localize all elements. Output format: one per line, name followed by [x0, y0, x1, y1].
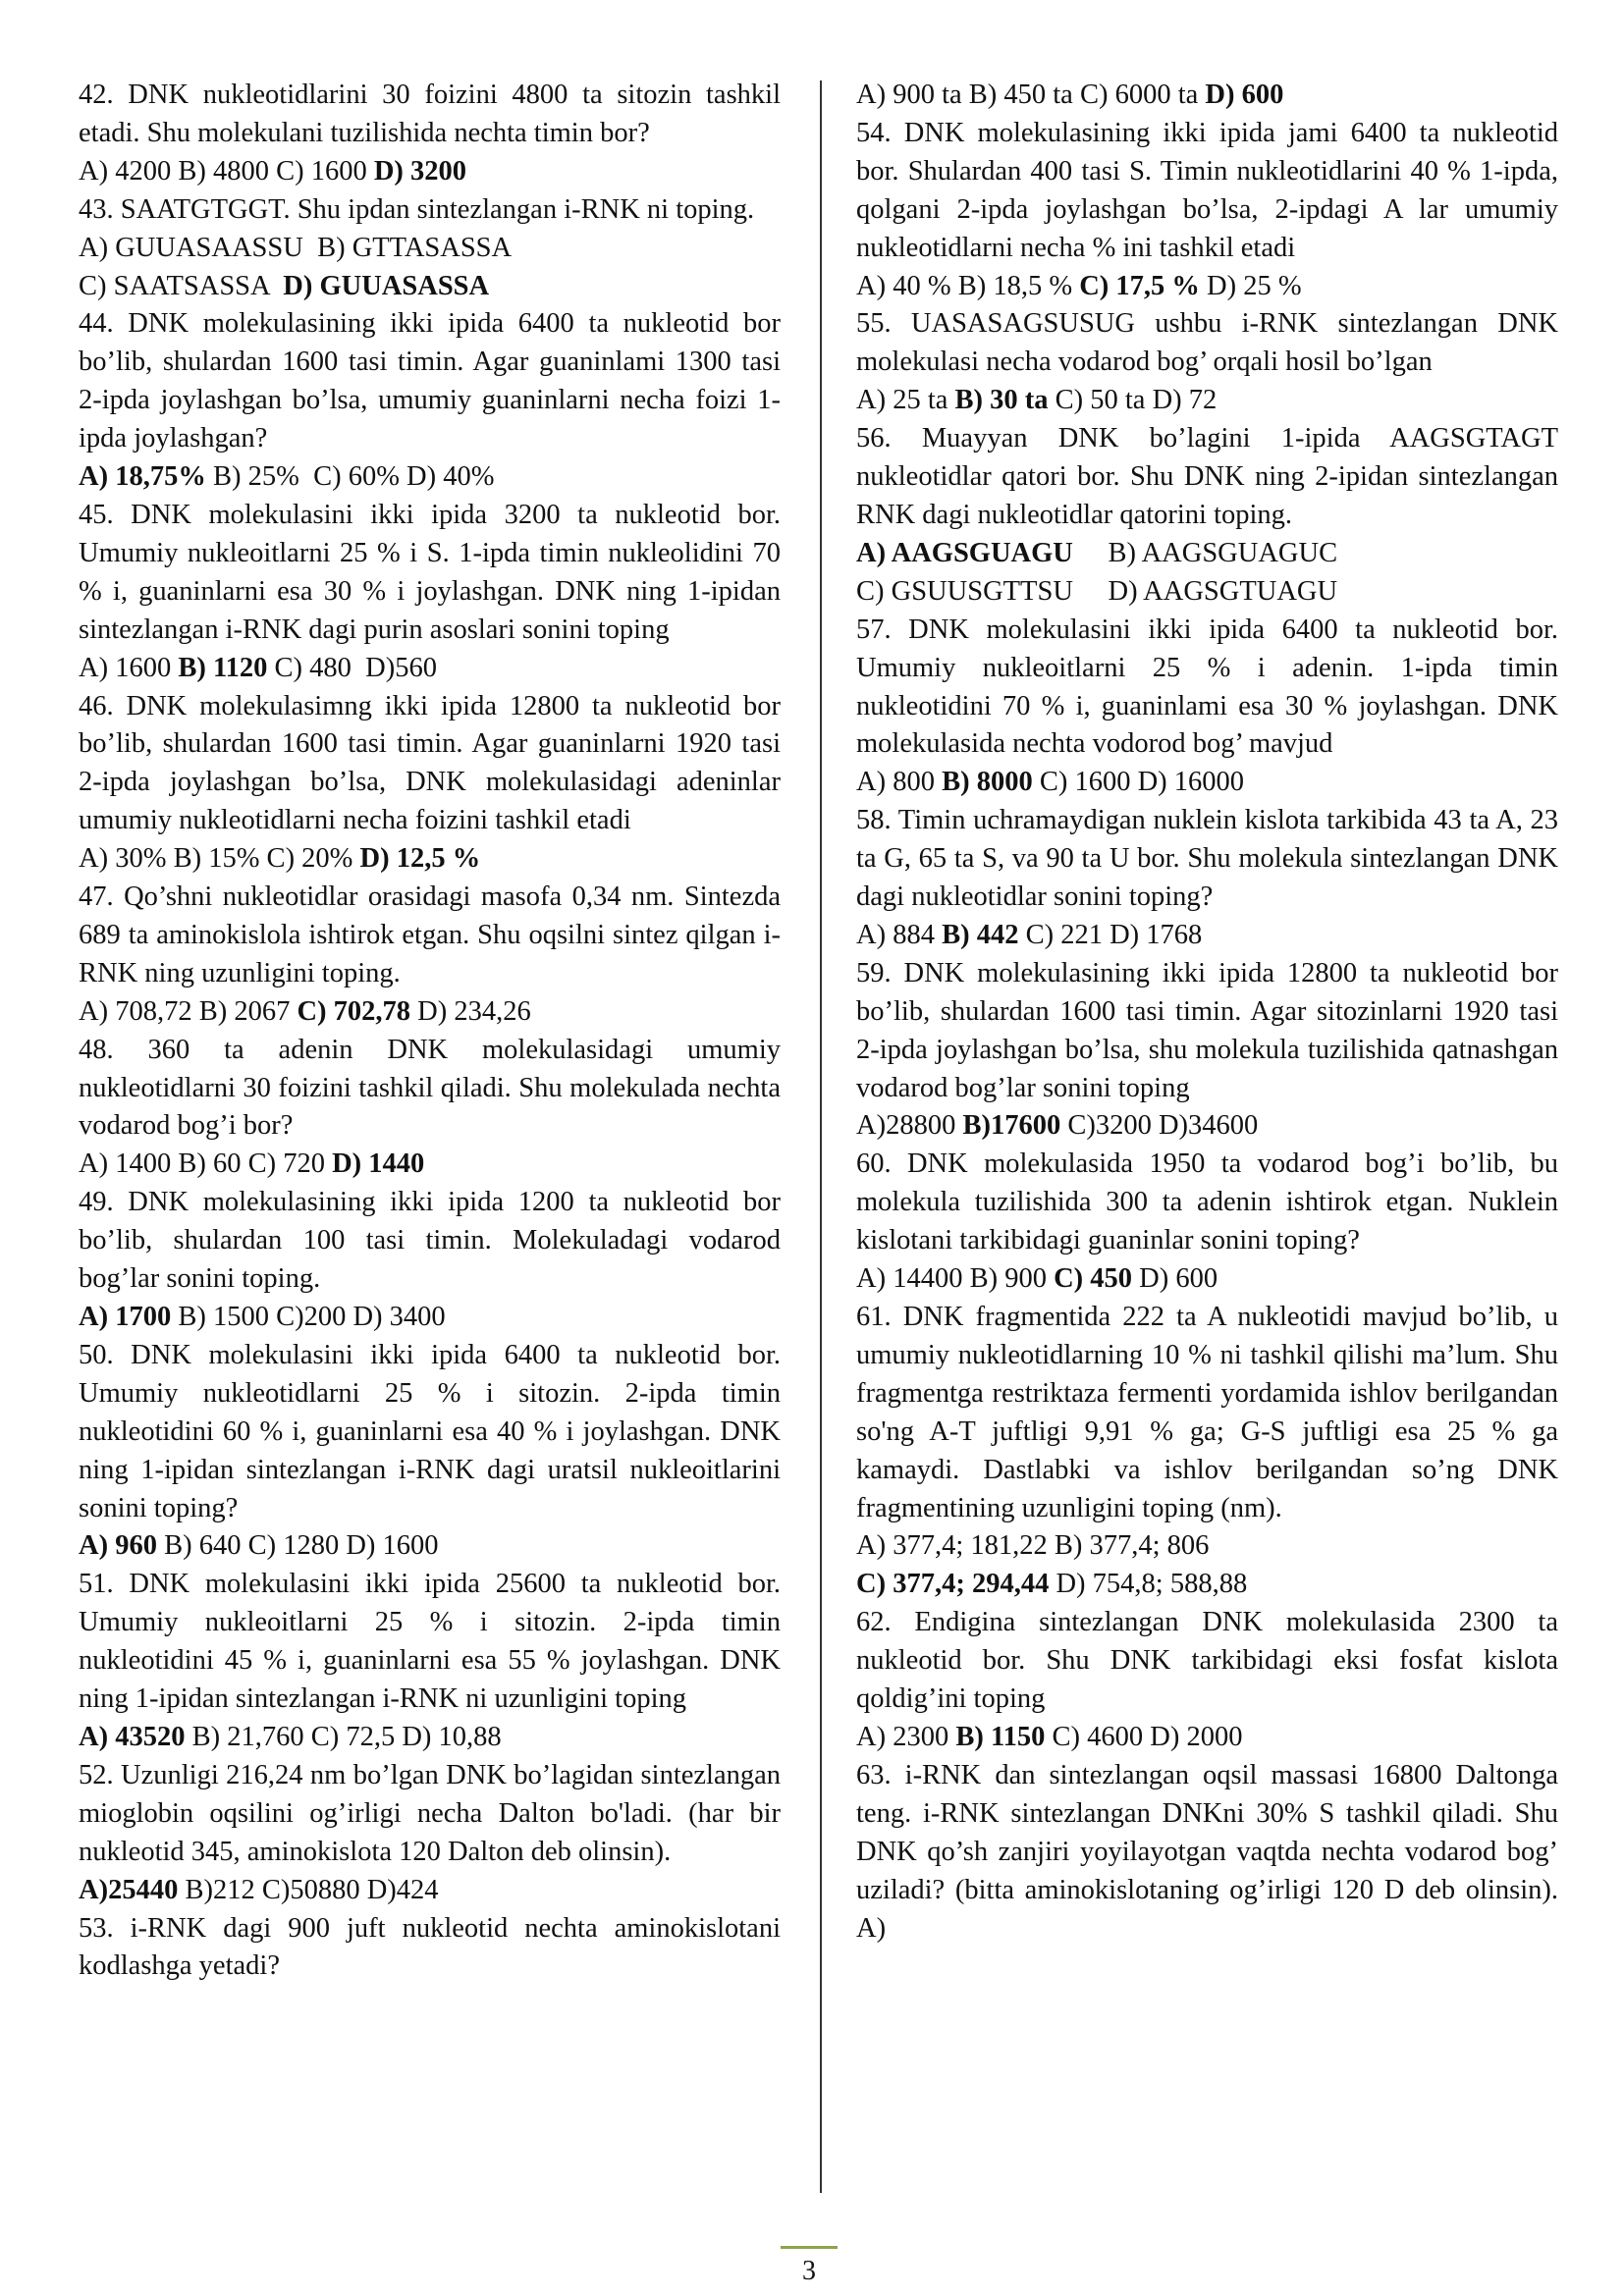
right-column: [856, 77, 1558, 1948]
column-divider: [820, 80, 822, 2193]
answer-options: [79, 650, 781, 688]
question-block: [79, 305, 781, 497]
answer-option-text: A) 708,72 B) 2067: [79, 995, 298, 1027]
question-block: [856, 77, 1558, 115]
question-text: 56. Muayyan DNK bo’lagini 1-ipida AAGSGTAGT nukleotidlar qatori bor. Shu DNK ning 2-ipidan sintezlangan RNK dagi nukleotidlar qatorini toping.: [856, 423, 1558, 530]
question-block: [79, 1566, 781, 1757]
correct-answer: D) 12,5 %: [359, 843, 481, 875]
question-block: [856, 612, 1558, 803]
answer-option-text: D) 600: [1132, 1263, 1218, 1295]
answer-option-text: A) 14400 B) 900: [856, 1263, 1055, 1295]
question-block: [856, 305, 1558, 420]
answer-option-text: C) 4600 D) 2000: [1045, 1721, 1243, 1752]
question-text: 59. DNK molekulasining ikki ipida 12800 ta nukleotid bor bo’lib, shulardan 1600 tasi timin. Agar sitozinlarni 1920 tasi 2-ipda joylashgan bo’lsa, shu molekula tuzilishida qatnashgan vodarod bog’lar sonini toping: [856, 957, 1558, 1103]
question-text: 55. UASASAGSUSUG ushbu i-RNK sintezlangan DNK molekulasi necha vodarod bog’ orqali hosil bo’lgan: [856, 308, 1558, 378]
question-block: [856, 1299, 1558, 1604]
answer-options: [79, 840, 781, 879]
answer-option-text: B) 25% C) 60% D) 40%: [205, 461, 495, 493]
answer-option-text: A) 25 ta: [856, 385, 955, 416]
page-number: 3: [802, 2256, 816, 2286]
question-text: 58. Timin uchramaydigan nuklein kislota tarkibida 43 ta A, 23 ta G, 65 ta S, va 90 ta U bor. Shu molekula sintezlangan DNK dagi nukleotidlar sonini toping?: [856, 805, 1558, 913]
correct-answer: D) GUUASASSA: [283, 270, 490, 301]
correct-answer: C) 377,4; 294,44: [856, 1569, 1050, 1600]
correct-answer: C) 702,78: [297, 995, 411, 1027]
answer-option-text: B) 640 C) 1280 D) 1600: [156, 1530, 439, 1562]
correct-answer: B) 8000: [942, 767, 1033, 798]
question-block: [79, 1910, 781, 1987]
correct-answer: D) 600: [1205, 80, 1284, 110]
answer-options: [856, 268, 1558, 306]
question-block: [79, 191, 781, 306]
answer-option-text: A) 4200 B) 4800 C) 1600: [79, 155, 374, 187]
question-text: 61. DNK fragmentida 222 ta A nukleotidi mavjud bo’lib, u umumiy nukleotidlarning 10 % ni tashkil qilishi ma’lum. Shu fragmentga restriktaza fermenti yordamida ishlov berilgandan so'ng A-T juftligi 9,91 % ga; G-S juftligi esa 25 % ga kamaydi. Dastlabki va ishlov berilgandan so’ng DNK fragmentining uzunligini toping (nm).: [856, 1302, 1558, 1523]
answer-options: [856, 1107, 1558, 1146]
question-block: [79, 688, 781, 880]
answer-options: [856, 1719, 1558, 1757]
answer-options: [79, 993, 781, 1032]
answer-options: [79, 268, 781, 306]
answer-option-text: C) 221 D) 1768: [1018, 919, 1203, 950]
correct-answer: A) 18,75%: [79, 461, 206, 493]
question-text: 53. i-RNK dagi 900 juft nukleotid nechta aminokislotani kodlashga yetadi?: [79, 1912, 781, 1982]
question-text: 63. i-RNK dan sintezlangan oqsil massasi 16800 Daltonga teng. i-RNK sintezlangan DNKni 30% S tashkil qiladi. Shu DNK qo’sh zanjiri yoyilayotgan vaqtda nechta vodarod bog’ uziladi? (bitta aminokislotaning og’irligi 120 D deb olinsin). A): [856, 1759, 1558, 1944]
answer-option-text: A) 2300: [856, 1721, 956, 1752]
question-text: 45. DNK molekulasini ikki ipida 3200 ta nukleotid bor. Umumiy nukleoitlarni 25 % i S. 1-ipda timin nukleolidini 70 % i, guaninlarni esa 30 % i joylashgan. DNK ning 1-ipidan sintezlangan i-RNK dagi purin asoslari sonini toping: [79, 499, 781, 645]
answer-option-text: C) GSUUSGTTSU D) AAGSGTUAGU: [856, 575, 1338, 607]
answer-option-text: C) 50 ta D) 72: [1048, 385, 1218, 416]
correct-answer: B) 30 ta: [954, 385, 1049, 416]
correct-answer: A) AAGSGUAGU: [856, 537, 1073, 568]
left-column: [79, 77, 781, 1986]
answer-option-text: A) 40 % B) 18,5 %: [856, 270, 1080, 301]
question-block: [856, 420, 1558, 612]
correct-answer: A) 43520: [79, 1721, 186, 1752]
answer-option-text: A) 377,4; 181,22 B) 377,4; 806: [856, 1530, 1210, 1562]
correct-answer: A)25440: [79, 1874, 179, 1905]
correct-answer: B) 442: [942, 919, 1019, 950]
question-text: 47. Qo’shni nukleotidlar orasidagi masofa 0,34 nm. Sintezda 689 ta aminokislola ishtirok etgan. Shu oqsilni sintez qilgan i- RNK ning uzunligini toping.: [79, 881, 781, 988]
question-block: [856, 1757, 1558, 1949]
question-block: [79, 1184, 781, 1337]
correct-answer: C) 17,5 %: [1079, 270, 1200, 301]
footer-accent-line: [781, 2246, 838, 2249]
question-block: [856, 1604, 1558, 1757]
correct-answer: B) 1150: [955, 1721, 1046, 1752]
answer-options: [856, 917, 1558, 955]
answer-options: [79, 1719, 781, 1757]
question-text: 43. SAATGTGGT. Shu ipdan sintezlangan i-RNK ni toping.: [79, 193, 755, 225]
answer-options: [856, 77, 1558, 115]
question-block: [856, 1146, 1558, 1299]
question-text: 49. DNK molekulasining ikki ipida 1200 ta nukleotid bor bo’lib, shulardan 100 tasi timin. Molekuladagi vodarod bog’lar sonini toping.: [79, 1187, 781, 1295]
answer-option-text: A) GUUASAASSU B) GTTASASSA: [79, 232, 513, 263]
question-text: 51. DNK molekulasini ikki ipida 25600 ta nukleotid bor. Umumiy nukleoitlarni 25 % i sitozin. 2-ipda timin nukleotidini 45 % i, guaninlarni esa 55 % joylashgan. DNK ning 1-ipidan sintezlangan i-RNK ni uzunligini toping: [79, 1569, 781, 1715]
answer-option-text: D) 25 %: [1199, 270, 1302, 301]
answer-options: [79, 1872, 781, 1910]
question-text: 50. DNK molekulasini ikki ipida 6400 ta nukleotid bor. Umumiy nukleotidlarni 25 % i sitozin. 2-ipda timin nukleotidini 60 % i, guaninlarni esa 40 % i joylashgan. DNK ning 1-ipidan sintezlangan i-RNK dagi uratsil nukleoitlarini sonini toping?: [79, 1339, 781, 1523]
question-text: 52. Uzunligi 216,24 nm bo’lgan DNK bo’lagidan sintezlangan mioglobin oqsilini og’irligi necha Dalton bo'ladi. (har bir nukleotid 345, aminokislota 120 Dalton deb olinsin).: [79, 1759, 781, 1867]
answer-options: [856, 1527, 1558, 1566]
question-text: 60. DNK molekulasida 1950 ta vodarod bog’i bo’lib, bu molekula tuzilishida 300 ta adenin ishtirok etgan. Nuklein kislotani tarkibidagi guaninlar sonini toping?: [856, 1148, 1558, 1256]
question-block: [856, 955, 1558, 1147]
answer-options: [79, 1299, 781, 1337]
answer-options: [856, 1566, 1558, 1604]
answer-option-text: D) 754,8; 588,88: [1049, 1569, 1248, 1600]
answer-option-text: A)28800: [856, 1110, 963, 1142]
question-block: [79, 1032, 781, 1185]
question-block: [856, 115, 1558, 306]
answer-option-text: A) 800: [856, 767, 943, 798]
answer-options: [79, 458, 781, 497]
question-text: 62. Endigina sintezlangan DNK molekulasida 2300 ta nukleotid bor. Shu DNK tarkibidagi eksi fosfat kislota qoldig’ini toping: [856, 1607, 1558, 1715]
correct-answer: A) 960: [79, 1530, 157, 1562]
answer-option-text: B) 21,760 C) 72,5 D) 10,88: [185, 1721, 502, 1752]
answer-option-text: A) 900 ta B) 450 ta C) 6000 ta: [856, 80, 1206, 110]
correct-answer: B)17600: [962, 1110, 1061, 1142]
answer-options: [856, 382, 1558, 420]
question-text: 44. DNK molekulasining ikki ipida 6400 ta nukleotid bor bo’lib, shulardan 1600 tasi timin. Agar guaninlami 1300 tasi 2-ipda joylashgan bo’lsa, umumiy guaninlarni necha foizi 1- ipda joylashgan?: [79, 308, 781, 454]
question-block: [79, 1337, 781, 1566]
answer-options: [79, 1527, 781, 1566]
answer-options: [856, 535, 1558, 573]
answer-option-text: D) 234,26: [410, 995, 531, 1027]
correct-answer: D) 1440: [332, 1148, 425, 1180]
question-text: 54. DNK molekulasining ikki ipida jami 6400 ta nukleotid bor. Shulardan 400 tasi S. Timin nukleotidlarini 40 % 1-ipda, qolgani 2-ipda joylashgan bo’lsa, 2-ipdagi A lar umumiy nukleotidlarni necha % ini tashkil etadi: [856, 117, 1558, 263]
answer-option-text: A) 1400 B) 60 C) 720: [79, 1148, 333, 1180]
answer-options: [79, 153, 781, 191]
answer-option-text: C) SAATSASSA: [79, 270, 284, 301]
question-block: [79, 879, 781, 1032]
correct-answer: D) 3200: [373, 155, 467, 187]
correct-answer: C) 450: [1054, 1263, 1133, 1295]
correct-answer: B) 1120: [178, 652, 268, 683]
answer-options: [856, 764, 1558, 802]
answer-option-text: C) 1600 D) 16000: [1032, 767, 1245, 798]
answer-option-text: A) 884: [856, 919, 943, 950]
answer-option-text: B)212 C)50880 D)424: [178, 1874, 439, 1905]
answer-option-text: B) AAGSGUAGUC: [1072, 537, 1338, 568]
question-block: [79, 77, 781, 191]
answer-options: [79, 1146, 781, 1184]
correct-answer: A) 1700: [79, 1302, 172, 1332]
answer-option-text: C)3200 D)34600: [1060, 1110, 1259, 1142]
answer-option-text: B) 1500 C)200 D) 3400: [171, 1302, 446, 1332]
answer-option-text: C) 480 D)560: [267, 652, 437, 683]
answer-option-text: A) 1600: [79, 652, 179, 683]
answer-options: [856, 1260, 1558, 1299]
question-text: 46. DNK molekulasimng ikki ipida 12800 ta nukleotid bor bo’lib, shulardan 1600 tasi timin. Agar guaninlarni 1920 tasi 2-ipda joylashgan bo’lsa, DNK molekulasidagi adeninlar umumiy nukleotidlarni necha foizini tashkil etadi: [79, 690, 781, 836]
answer-options: [79, 230, 781, 268]
answer-option-text: A) 30% B) 15% C) 20%: [79, 843, 360, 875]
question-text: 48. 360 ta adenin DNK molekulasidagi umumiy nukleotidlarni 30 foizini tashkil qiladi. Shu molekulada nechta vodarod bog’i bor?: [79, 1034, 781, 1142]
question-block: [79, 497, 781, 688]
answer-options: [856, 573, 1558, 612]
question-block: [856, 802, 1558, 955]
question-text: 57. DNK molekulasini ikki ipida 6400 ta nukleotid bor. Umumiy nukleoitlarni 25 % i adenin. 1-ipda timin nukleotidini 70 % i, guaninlami esa 30 % joylashgan. DNK molekulasida nechta vodorod bog’ mavjud: [856, 614, 1558, 760]
question-text: 42. DNK nukleotidlarini 30 foizini 4800 ta sitozin tashkil etadi. Shu molekulani tuzilishida nechta timin bor?: [79, 80, 781, 148]
question-block: [79, 1757, 781, 1910]
